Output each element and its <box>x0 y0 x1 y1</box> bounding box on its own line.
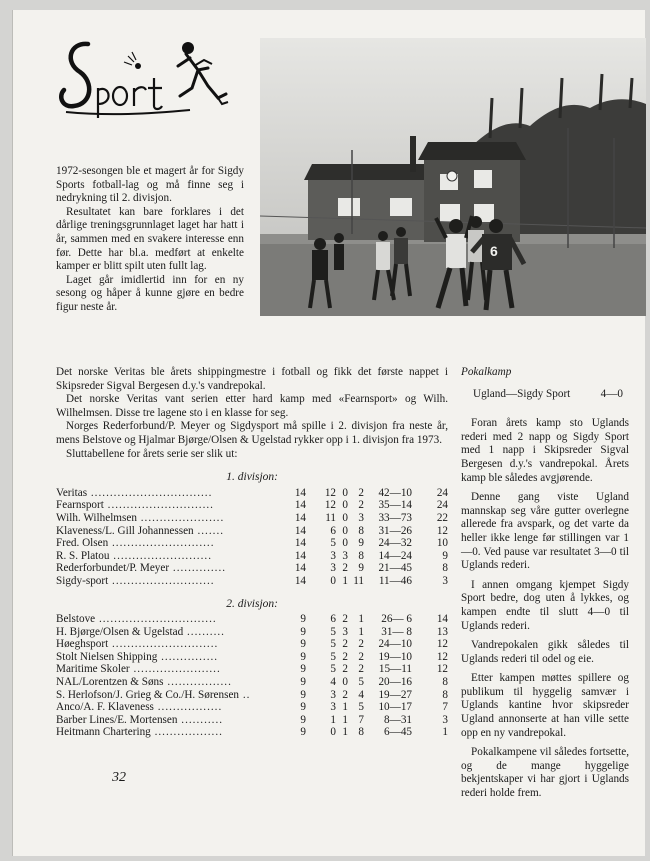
played-cell: 9 <box>300 726 306 739</box>
won-cell: 5 <box>330 537 336 550</box>
won-cell: 1 <box>330 713 336 726</box>
team-name: Barber Lines/E. Mortensen ........... <box>56 713 224 726</box>
lost-cell: 3 <box>358 511 364 524</box>
team-name: Belstove ............................... <box>56 613 217 626</box>
sport-logo <box>58 38 238 130</box>
team-name: Heitmann Chartering .................. <box>56 726 223 739</box>
drawn-cell: 1 <box>342 726 348 739</box>
won-cell: 3 <box>330 688 336 701</box>
standings-row <box>56 550 448 563</box>
main-column <box>56 366 448 739</box>
drawn-cell: 3 <box>342 549 348 562</box>
lost-cell: 1 <box>358 613 364 626</box>
match-photo <box>260 38 646 316</box>
points-cell: 12 <box>436 524 448 537</box>
played-cell: 9 <box>300 638 306 651</box>
points-cell: 12 <box>436 663 448 676</box>
played-cell: 9 <box>300 613 306 626</box>
cup-paragraph: Vandrepokalen gikk således til Uglands rederi til odel og eie. <box>461 639 629 665</box>
played-cell: 14 <box>294 486 306 499</box>
standings-row <box>56 575 448 588</box>
team-name: Sigdy-sport ........................... <box>56 574 215 587</box>
intro-paragraph: Laget går imidlertid inn for en ny sesong og håper å kunne gjøre en bedre figur neste år. <box>56 273 244 313</box>
played-cell: 14 <box>294 562 306 575</box>
team-name: H. Bjørge/Olsen & Ugelstad .......... <box>56 625 225 638</box>
goals-cell: 10—17 <box>378 701 412 714</box>
team-name: Anco/A. F. Klaveness ................. <box>56 701 223 714</box>
goals-cell: 31—26 <box>378 524 412 537</box>
played-cell: 14 <box>294 524 306 537</box>
goals-cell: 31— 8 <box>381 625 412 638</box>
standings-row <box>56 638 448 651</box>
goals-cell: 11—46 <box>378 574 412 587</box>
cup-result-score: 4—0 <box>600 387 623 400</box>
won-cell: 0 <box>330 726 336 739</box>
team-name: Fearnsport ............................ <box>56 499 214 512</box>
won-cell: 5 <box>330 650 336 663</box>
won-cell: 6 <box>330 524 336 537</box>
lost-cell: 8 <box>358 726 364 739</box>
cup-column <box>461 366 629 807</box>
cup-result <box>473 388 623 402</box>
won-cell: 4 <box>330 676 336 689</box>
goals-cell: 8—31 <box>384 713 412 726</box>
standings-row <box>56 512 448 525</box>
won-cell: 12 <box>324 486 336 499</box>
played-cell: 9 <box>300 663 306 676</box>
cup-result-teams: Ugland—Sigdy Sport <box>473 387 571 400</box>
cup-paragraph: I annen omgang kjempet Sigdy Sport bedre, dog uten å lykkes, og kampen endte til slutt 4—0 til Uglands rederi. <box>461 578 629 632</box>
lost-cell: 9 <box>358 537 364 550</box>
goals-cell: 14—24 <box>378 549 412 562</box>
main-paragraph: Norges Rederforbund/P. Meyer og Sigdysport må spille i 2. divisjon fra neste år, mens Belstove og Hjalmar Bjørge/Olsen & Ugelstad rykker opp i 1. divisjon fra 1973. <box>56 420 448 446</box>
won-cell: 11 <box>325 511 336 524</box>
drawn-cell: 0 <box>342 499 348 512</box>
logo-text: Sport <box>80 108 83 109</box>
team-name: Klaveness/L. Gill Johannessen ....... <box>56 524 225 537</box>
drawn-cell: 1 <box>342 713 348 726</box>
points-cell: 24 <box>436 499 448 512</box>
points-cell: 14 <box>436 613 448 626</box>
drawn-cell: 1 <box>342 574 348 587</box>
points-cell: 8 <box>442 562 448 575</box>
page-number: 32 <box>112 770 126 785</box>
drawn-cell: 0 <box>342 524 348 537</box>
points-cell: 22 <box>436 511 448 524</box>
won-cell: 0 <box>330 574 336 587</box>
goals-cell: 42—10 <box>378 486 412 499</box>
main-paragraph: Sluttabellene for årets serie ser slik ut: <box>66 447 238 460</box>
points-cell: 12 <box>436 638 448 651</box>
player-number: 6 <box>490 243 498 259</box>
team-name: Høeghsport ............................ <box>56 638 219 651</box>
team-name: Rederforbundet/P. Meyer .............. <box>56 562 227 575</box>
lost-cell: 11 <box>353 574 364 587</box>
standings-row <box>56 726 448 739</box>
points-cell: 24 <box>436 486 448 499</box>
standings-row <box>56 626 448 639</box>
won-cell: 3 <box>330 562 336 575</box>
points-cell: 9 <box>442 549 448 562</box>
goals-cell: 33—73 <box>378 511 412 524</box>
played-cell: 14 <box>294 511 306 524</box>
team-name: Wilh. Wilhelmsen ...................... <box>56 511 225 524</box>
lost-cell: 2 <box>358 486 364 499</box>
played-cell: 9 <box>300 713 306 726</box>
team-name: Veritas ................................ <box>56 486 213 499</box>
intro-text <box>56 165 244 315</box>
intro-paragraph: 1972-sesongen ble et magert år for Sigdy Sports fotball-lag og må finne seg i nedrykning til 2. divisjon. <box>56 165 244 205</box>
team-name: R. S. Platou .......................... <box>56 549 212 562</box>
drawn-cell: 1 <box>342 701 348 714</box>
played-cell: 9 <box>300 701 306 714</box>
standings-row <box>56 651 448 664</box>
lost-cell: 2 <box>358 650 364 663</box>
team-name: Maritime Skoler ....................... <box>56 663 221 676</box>
points-cell: 3 <box>442 574 448 587</box>
standings-row <box>56 676 448 689</box>
won-cell: 3 <box>330 701 336 714</box>
points-cell: 7 <box>442 701 448 714</box>
standings-row <box>56 537 448 550</box>
lost-cell: 8 <box>358 549 364 562</box>
drawn-cell: 2 <box>342 688 348 701</box>
played-cell: 9 <box>300 650 306 663</box>
lost-cell: 1 <box>358 625 364 638</box>
division-2-table <box>56 613 448 739</box>
drawn-cell: 2 <box>342 650 348 663</box>
division-1-table <box>56 487 448 588</box>
goals-cell: 26— 6 <box>381 613 412 626</box>
cup-paragraph: Etter kampen møttes spillere og publikum til hyggelig samvær i Uglands kantine hvor skipsreder Ugland annonserte at han ville sette opp en ny vandrepokal. <box>461 672 629 739</box>
drawn-cell: 2 <box>342 562 348 575</box>
won-cell: 3 <box>330 549 336 562</box>
goals-cell: 19—27 <box>378 688 412 701</box>
goals-cell: 19—10 <box>378 650 412 663</box>
standings-row <box>56 689 448 702</box>
lost-cell: 5 <box>358 701 364 714</box>
cup-paragraph: Foran årets kamp sto Uglands rederi med 2 napp og Sigdy Sport med 1 napp i Skipsreder Sigval Bergesen d.y.'s vandrepokal. Årets kamp ble således avgjørende. <box>461 417 629 484</box>
points-cell: 13 <box>436 625 448 638</box>
standings-row <box>56 714 448 727</box>
cup-heading: Pokalkamp <box>461 366 512 378</box>
drawn-cell: 2 <box>342 638 348 651</box>
played-cell: 14 <box>294 499 306 512</box>
points-cell: 1 <box>442 726 448 739</box>
points-cell: 10 <box>436 537 448 550</box>
goals-cell: 24—32 <box>378 537 412 550</box>
points-cell: 12 <box>436 650 448 663</box>
lost-cell: 7 <box>358 713 364 726</box>
drawn-cell: 0 <box>342 537 348 550</box>
main-paragraph: Det norske Veritas vant serien etter hard kamp med «Fearnsport» og Wilh. Wilhelmsen. Disse tre lagene sto i en klasse for seg. <box>56 393 448 419</box>
team-name: S. Herlofson/J. Grieg & Co./H. Sørensen .. <box>56 688 251 701</box>
standings-row <box>56 487 448 500</box>
main-paragraph: Det norske Veritas ble årets shippingmestre i fotball og fikk det første nappet i Skipsreder Sigval Bergesen d.y.'s vandrepokal. <box>56 366 448 392</box>
goals-cell: 21—45 <box>378 562 412 575</box>
intro-paragraph: Resultatet kan bare forklares i det dårlige treningsgrunnlaget laget har hatt i år, sammen med en svakere interesse enn før. Dette har bl.a. medført at enkelte kamper er blitt spilt uten fullt lag. <box>56 205 244 273</box>
cup-paragraph: Pokalkampene vil således fortsette, og de mange hyggelige bekjentskaper vi har gjort i Uglands rederi holde frem. <box>461 746 629 800</box>
played-cell: 9 <box>300 676 306 689</box>
won-cell: 6 <box>330 613 336 626</box>
won-cell: 5 <box>330 638 336 651</box>
lost-cell: 2 <box>358 499 364 512</box>
points-cell: 8 <box>442 688 448 701</box>
points-cell: 8 <box>442 676 448 689</box>
drawn-cell: 0 <box>342 486 348 499</box>
lost-cell: 8 <box>358 524 364 537</box>
lost-cell: 5 <box>358 676 364 689</box>
standings-row <box>56 562 448 575</box>
drawn-cell: 2 <box>342 613 348 626</box>
drawn-cell: 0 <box>342 676 348 689</box>
played-cell: 14 <box>294 537 306 550</box>
won-cell: 5 <box>330 625 336 638</box>
goals-cell: 35—14 <box>378 499 412 512</box>
goals-cell: 15—11 <box>378 663 412 676</box>
lost-cell: 2 <box>358 663 364 676</box>
goals-cell: 20—16 <box>378 676 412 689</box>
goals-cell: 6—45 <box>384 726 412 739</box>
played-cell: 14 <box>294 574 306 587</box>
drawn-cell: 2 <box>342 663 348 676</box>
cup-paragraph: Denne gang viste Ugland mannskap seg våre gutter overlegne allerede fra avspark, og det varte da heller ikke lenge før stillingen var 1—0. Ved pause var resultatet 3—0 til Uglands rederi. <box>461 491 629 572</box>
match-photo-graphic <box>260 38 646 316</box>
standings-row <box>56 499 448 512</box>
sport-logo-graphic <box>58 38 238 130</box>
lost-cell: 2 <box>358 638 364 651</box>
played-cell: 9 <box>300 625 306 638</box>
standings-row <box>56 613 448 626</box>
team-name: Fred. Olsen ........................... <box>56 537 215 550</box>
played-cell: 14 <box>294 549 306 562</box>
lost-cell: 9 <box>358 562 364 575</box>
drawn-cell: 3 <box>342 625 348 638</box>
lost-cell: 4 <box>358 688 364 701</box>
won-cell: 12 <box>324 499 336 512</box>
standings-row <box>56 525 448 538</box>
played-cell: 9 <box>300 688 306 701</box>
division-2-title: 2. divisjon: <box>226 597 278 610</box>
won-cell: 5 <box>330 663 336 676</box>
team-name: NAL/Lorentzen & Søns ................. <box>56 676 232 689</box>
division-1-title: 1. divisjon: <box>226 471 278 484</box>
standings-row <box>56 663 448 676</box>
team-name: Stolt Nielsen Shipping ............... <box>56 650 219 663</box>
drawn-cell: 0 <box>342 511 348 524</box>
goals-cell: 24—10 <box>378 638 412 651</box>
standings-row <box>56 701 448 714</box>
points-cell: 3 <box>442 713 448 726</box>
